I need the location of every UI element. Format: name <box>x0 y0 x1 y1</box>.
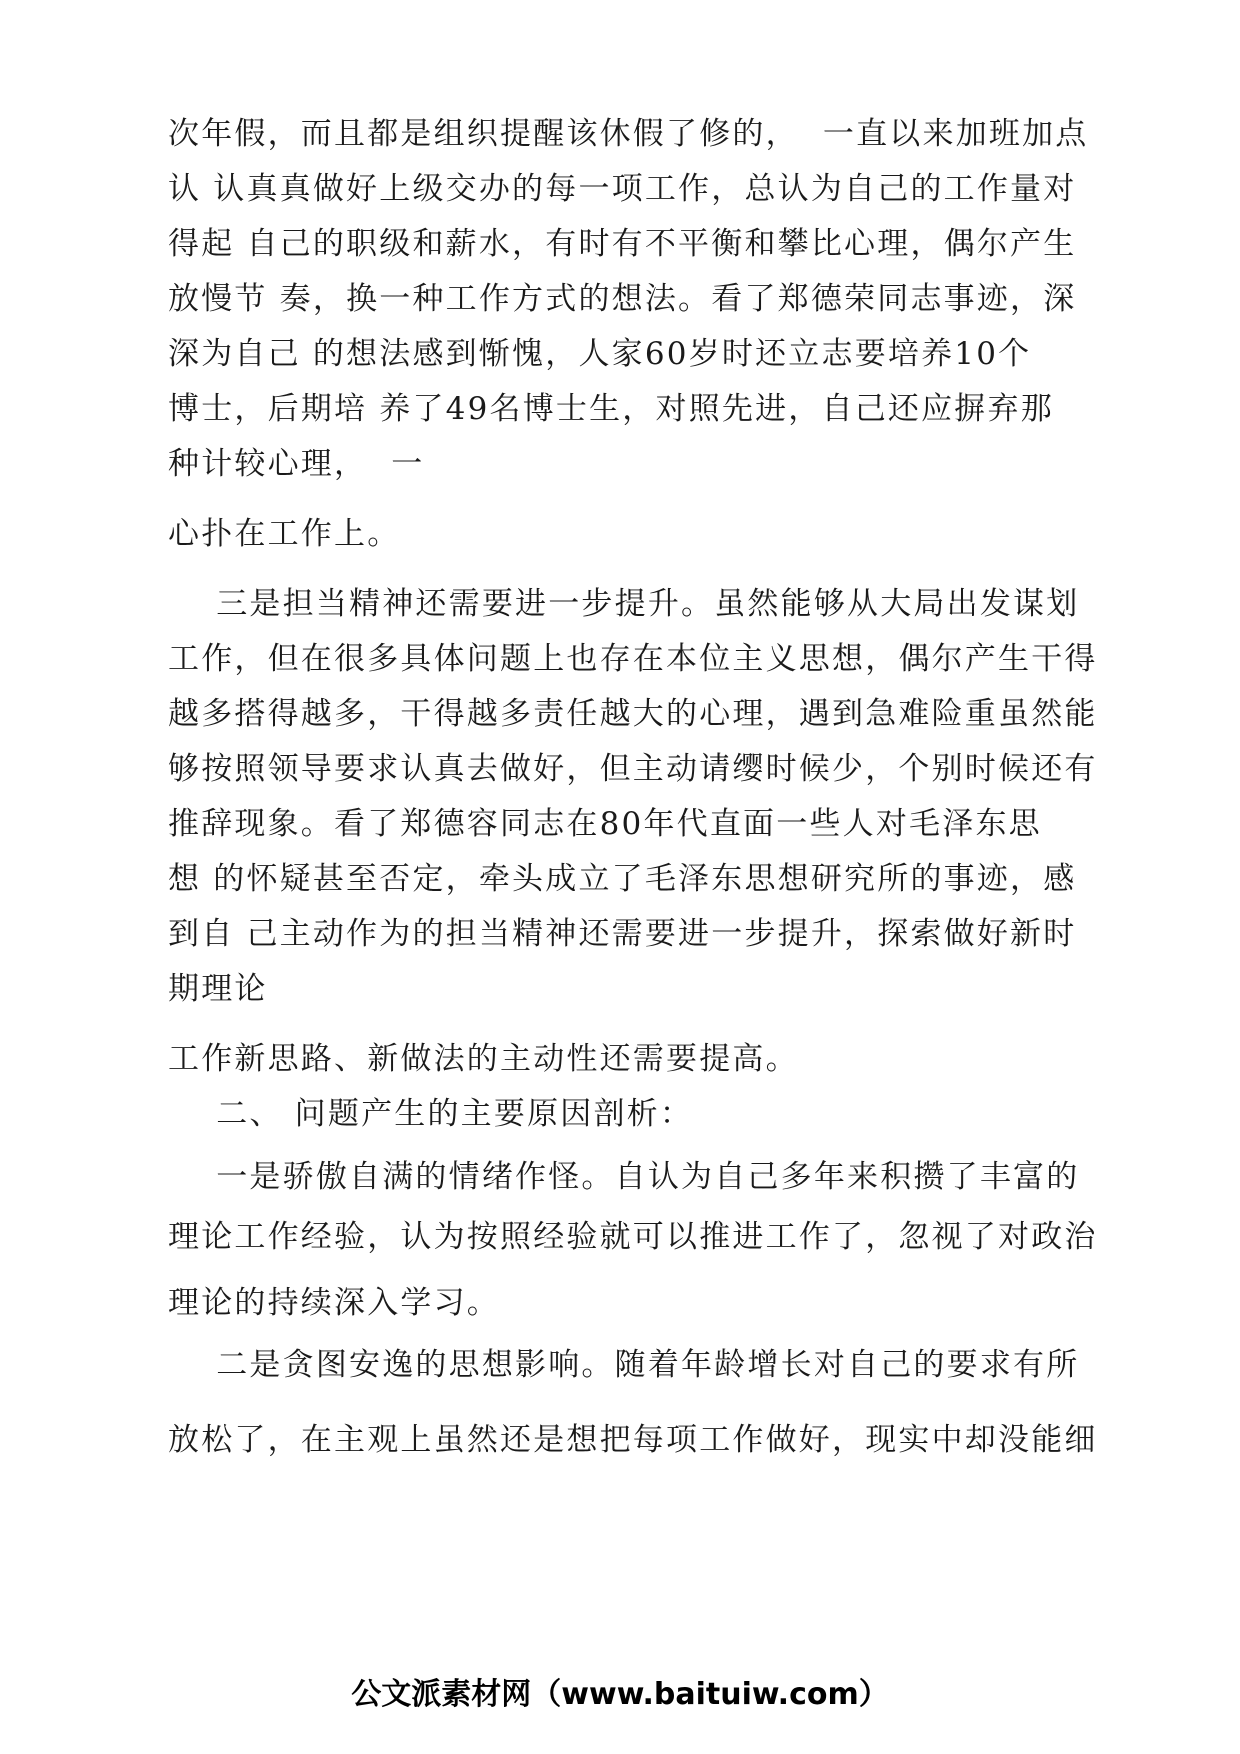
text-line: 推辞现象。看了郑德容同志在80年代直面一些人对毛泽东思 <box>168 806 1042 842</box>
text-line: 工作新思路、新做法的主动性还需要提高。 <box>168 1041 799 1077</box>
text-line: 期理论 <box>168 971 268 1007</box>
text-line: 心扑在工作上。 <box>168 516 401 552</box>
text-line: 工作，但在很多具体问题上也存在本位主义思想，偶尔产生干得 <box>168 641 1098 677</box>
text-line: 理论工作经验，认为按照经验就可以推进工作了，忽视了对政治 <box>168 1219 1098 1255</box>
paragraph-start: 二是贪图安逸的思想影响。随着年龄增长对自己的要求有所 <box>168 1347 1080 1383</box>
paragraph-start: 一是骄傲自满的情绪作怪。自认为自己多年来积攒了丰富的 <box>168 1159 1080 1195</box>
text-line: 理论的持续深入学习。 <box>168 1285 500 1321</box>
text-line: 种计较心理， 一 <box>168 446 425 482</box>
text-line: 认 认真真做好上级交办的每一项工作，总认为自己的工作量对 <box>168 171 1077 207</box>
text-line: 越多搭得越多，干得越多责任越大的心理，遇到急难险重虽然能 <box>168 696 1098 732</box>
text-line: 得起 自己的职级和薪水，有时有不平衡和攀比心理，偶尔产生 <box>168 226 1077 262</box>
text-line: 深为自己 的想法感到惭愧，人家60岁时还立志要培养10个 <box>168 336 1032 372</box>
text-line: 到自 己主动作为的担当精神还需要进一步提升，探索做好新时 <box>168 916 1077 952</box>
section-heading: 二、 问题产生的主要原因剖析： <box>168 1096 694 1132</box>
text-line: 想 的怀疑甚至否定，牵头成立了毛泽东思想研究所的事迹，感 <box>168 861 1077 897</box>
paragraph-start: 三是担当精神还需要进一步提升。虽然能够从大局出发谋划 <box>168 586 1080 622</box>
text-line: 放慢节 奏，换一种工作方式的想法。看了郑德荣同志事迹，深 <box>168 281 1077 317</box>
text-line: 博士，后期培 养了49名博士生，对照先进，自己还应摒弃那 <box>168 391 1054 427</box>
text-line: 放松了，在主观上虽然还是想把每项工作做好，现实中却没能细 <box>168 1422 1098 1458</box>
text-line: 够按照领导要求认真去做好，但主动请缨时候少，个别时候还有 <box>168 751 1098 787</box>
footer-watermark: 公文派素材网（www.baituiw.com） <box>351 1677 889 1712</box>
text-line: 次年假，而且都是组织提醒该休假了修的， 一直以来加班加点 <box>168 116 1089 152</box>
